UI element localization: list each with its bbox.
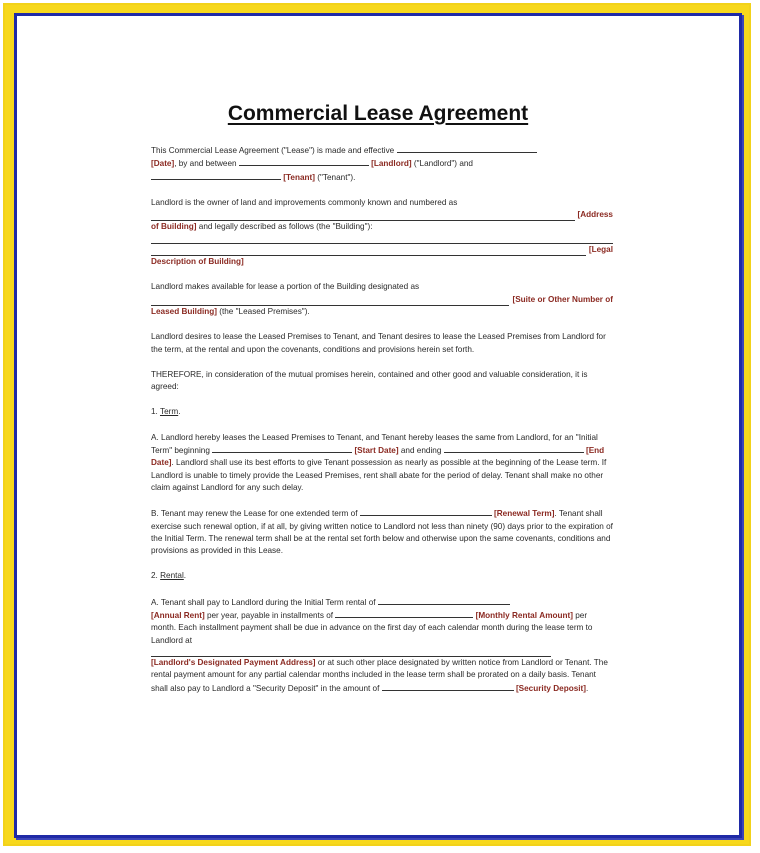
intro-text-3: ("Landlord") and	[413, 159, 473, 169]
annual-rent-field: [Annual Rent]	[151, 611, 205, 621]
legal-blank-1[interactable]	[151, 234, 613, 244]
landlord-field: [Landlord]	[371, 159, 412, 169]
section-2-heading	[151, 570, 613, 582]
legal-blank-2[interactable]	[151, 247, 586, 256]
therefore-paragraph: THEREFORE, in consideration of the mutual promises herein, contained and other good and valuable consideration, it is agreed:	[151, 369, 588, 392]
rent-a-text-2: per year, payable in installments of	[206, 611, 334, 621]
intro-text-4: ("Tenant").	[317, 172, 356, 182]
monthly-rent-field-b: Amount]	[539, 611, 573, 621]
land-paragraph	[151, 197, 613, 268]
end-date-blank[interactable]	[444, 444, 584, 453]
security-deposit-field: [Security Deposit]	[515, 683, 586, 693]
start-date-blank[interactable]	[212, 444, 352, 453]
term-b-text-1: B. Tenant may renew the Lease for one extended term of	[151, 509, 358, 519]
land-text-2: and legally described as follows (the "Building"):	[198, 222, 373, 232]
intro-paragraph	[151, 144, 613, 184]
premises-paragraph	[151, 281, 613, 318]
term-a-paragraph	[151, 432, 613, 494]
section-1-title: Term	[159, 407, 179, 417]
renewal-blank[interactable]	[360, 507, 492, 516]
monthly-rent-field-a: [Monthly Rental	[475, 611, 537, 621]
rent-a-text-3: per month. Each installment payment shall be due in advance on the first day of each calendar month during the lease term to Landlord at	[151, 611, 593, 645]
legal-field-b: Description of Building]	[151, 257, 244, 267]
section-1-dot: .	[178, 407, 181, 417]
renewal-field-b: Term]	[532, 509, 555, 519]
payment-address-field: [Landlord's Designated Payment Address]	[151, 657, 316, 667]
address-field-b: of Building]	[151, 222, 197, 232]
suite-field-b: Leased Building]	[151, 306, 217, 316]
section-1-heading	[151, 406, 613, 418]
document-title: Commercial Lease Agreement	[227, 102, 529, 125]
section-2-title: Rental	[160, 571, 184, 581]
section-2-dot: .	[183, 571, 187, 581]
landlord-blank[interactable]	[239, 157, 369, 166]
payment-address-blank[interactable]	[151, 647, 551, 657]
date-blank[interactable]	[397, 144, 537, 153]
premises-text-1: Landlord makes available for lease a portion of the Building designated as	[151, 282, 420, 292]
document-body	[151, 144, 613, 708]
start-date-field: [Start Date]	[354, 446, 399, 456]
end-date-field: [End Date]	[151, 446, 605, 468]
rent-a-text-4: or at such other place designated by written notice from Landlord or Tenant. The rental payment amount for any partial calendar months included in the lease term shall be prorated on a daily basis. Tenant shall also pay to Landlord a "Security Deposit" in the amount of	[151, 657, 608, 693]
address-field-a: [Address	[577, 210, 613, 220]
rent-a-text-1: A. Tenant shall pay to Landlord during the Initial Term rental of	[151, 597, 376, 607]
section-1-number: 1.	[151, 407, 158, 417]
desire-paragraph: Landlord desires to lease the Leased Premises to Tenant, and Tenant desires to lease the Leased Premises from Landlord for the term, at the rental and upon the covenants, conditions and provisions herein set forth.	[151, 332, 606, 354]
tenant-field: [Tenant]	[283, 172, 315, 182]
rent-a-paragraph	[151, 596, 613, 695]
date-field: [Date]	[151, 159, 175, 169]
premises-text-2: (the "Leased Premises").	[219, 306, 310, 316]
term-b-paragraph	[151, 507, 613, 557]
security-deposit-blank[interactable]	[382, 682, 514, 691]
tenant-blank[interactable]	[151, 171, 281, 180]
section-2-number: 2.	[151, 571, 158, 581]
suite-blank[interactable]	[151, 297, 509, 306]
annual-rent-blank[interactable]	[378, 596, 510, 605]
term-a-text-2: and ending	[400, 446, 442, 456]
intro-text-1: This Commercial Lease Agreement ("Lease") is made and effective	[151, 146, 395, 155]
address-blank[interactable]	[151, 212, 575, 221]
term-a-text-3: . Landlord shall use its best efforts to give Tenant possession as nearly as possible at the beginning of the Lease term. If Landlord is unable to timely provide the Leased Premises, rent shall abate for the period of delay. Tenant shall make no other claim against Landlord for any such delay.	[151, 458, 607, 492]
term-a-text-1: A. Landlord hereby leases the Leased Premises to Tenant, and Tenant hereby leases the same from Landlord, for an "Initial Term" beginning	[151, 432, 598, 456]
rent-a-text-5: .	[586, 683, 589, 693]
land-text-1: Landlord is the owner of land and improvements commonly known and numbered as	[151, 197, 458, 207]
term-b-text-2: . Tenant shall exercise such renewal option, if at all, by giving written notice to Landlord not less than ninety (90) days prior to the expiration of the Initial Term. The renewal term shall be at the rental set forth below and otherwise upon the same covenants, conditions and provisions as provided in this Lease.	[151, 509, 613, 556]
renewal-field-a: [Renewal	[494, 509, 530, 519]
document-page	[14, 13, 742, 838]
monthly-rent-blank[interactable]	[335, 609, 473, 618]
suite-field-a: [Suite or Other Number of	[512, 294, 613, 304]
intro-text-2: , by and between	[174, 159, 237, 169]
legal-field-a: [Legal	[588, 244, 613, 254]
